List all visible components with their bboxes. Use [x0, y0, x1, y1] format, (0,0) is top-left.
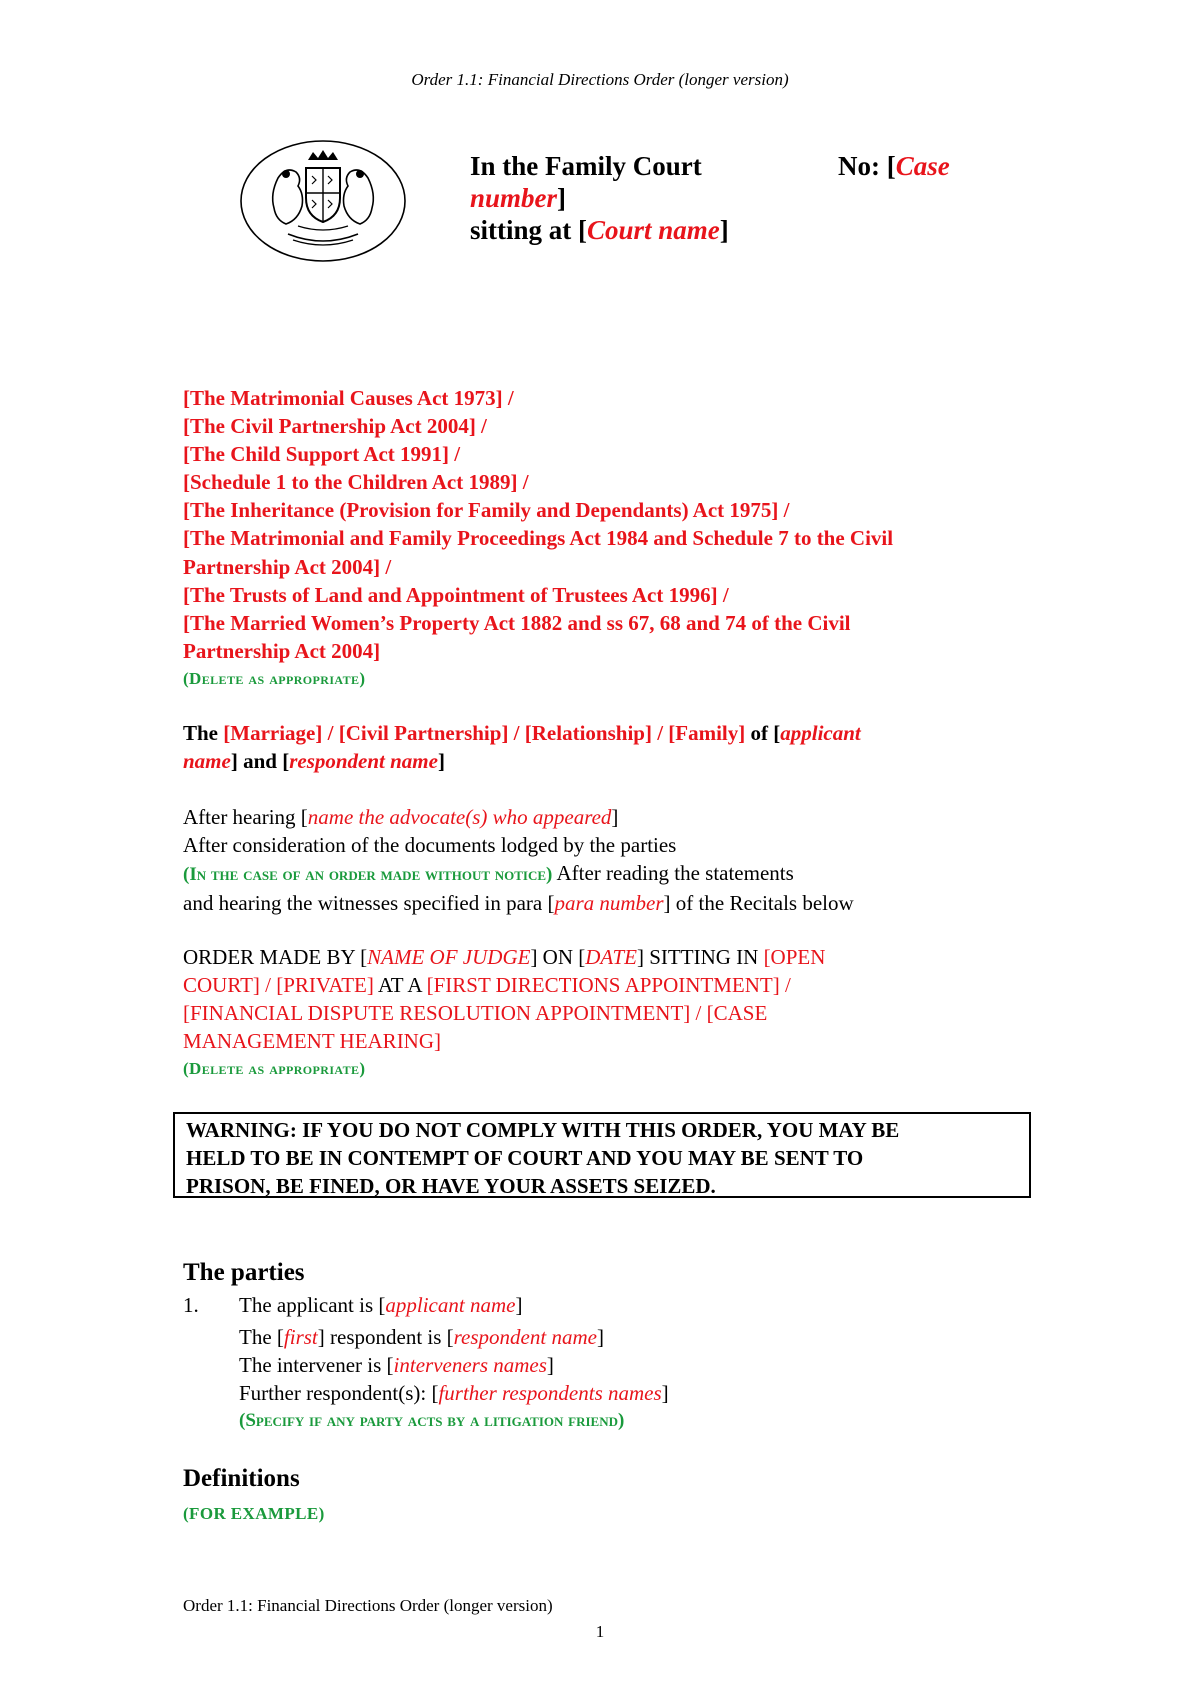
after-consideration: After consideration of the documents lodged by the parties: [183, 833, 677, 858]
list-number: 1.: [183, 1293, 199, 1317]
statute-line: [The Married Women’s Property Act 1882 and ss 67, 68 and 74 of the Civil: [183, 610, 851, 635]
order-made-clause: ORDER MADE BY [NAME OF JUDGE] ON [DATE] SITTING IN [OPEN COURT] / [PRIVATE] AT A [FIRST DIRECTIONS APPOINTMENT] / [FINANCIAL DISPUTE RESOLUTION APPOINTMENT] / [CASE MANAGEMENT HEARING] (Delete as appropriate): [183, 943, 1023, 1083]
page-number: 1: [595, 1622, 605, 1641]
relationship-options: [Marriage] / [Civil Partnership] / [Relationship] / [Family]: [223, 721, 746, 745]
case-number: No: [Case: [838, 151, 950, 181]
statute-line: [The Trusts of Land and Appointment of Trustees Act 1996] /: [183, 582, 729, 607]
delete-note: (Delete as appropriate): [183, 1059, 366, 1079]
warning-box: WARNING: IF YOU DO NOT COMPLY WITH THIS ORDER, YOU MAY BE HELD TO BE IN CONTEMPT OF COURT AND YOU MAY BE SENT TO PRISON, BE FINED, OR HAVE YOUR ASSETS SEIZED.: [173, 1112, 1031, 1198]
royal-coat-of-arms-icon: [238, 138, 408, 264]
statute-line: Partnership Act 2004] /: [183, 554, 392, 579]
respondent-name-placeholder: respondent name: [289, 749, 438, 774]
advocates-placeholder: name the advocate(s) who appeared: [307, 805, 612, 829]
litigation-friend-note: (Specify if any party acts by a litigation friend): [239, 1410, 625, 1432]
further-respondents-placeholder: further respondents names: [438, 1381, 662, 1406]
statute-line: [The Civil Partnership Act 2004] /: [183, 414, 487, 439]
definitions-heading: Definitions: [183, 1465, 300, 1492]
hearing-recitals: After hearing [name the advocate(s) who appeared] After consideration of the documents lodged by the parties (In the case of an order made without notice) After reading the statements and hearing the witnesses specified in para [para number] of the Recitals below: [183, 803, 1023, 917]
para-number-placeholder: para number: [554, 891, 664, 916]
interveners-placeholder: interveners names: [393, 1353, 547, 1378]
relationship-clause: The [Marriage] / [Civil Partnership] / [Relationship] / [Family] of [applicant name] and [respondent name]: [183, 721, 861, 774]
statute-line: [The Matrimonial Causes Act 1973] /: [183, 386, 514, 410]
applicant-name-placeholder: applicant name: [385, 1293, 516, 1317]
running-header: Order 1.1: Financial Directions Order (longer version): [411, 70, 789, 89]
delete-note: (Delete as appropriate): [183, 668, 366, 688]
definitions-note: (FOR EXAMPLE): [183, 1504, 325, 1523]
statute-line: [The Inheritance (Provision for Family and Dependants) Act 1975] /: [183, 498, 790, 523]
case-number-placeholder: number: [470, 183, 558, 213]
date-placeholder: DATE: [585, 945, 637, 969]
respondent-name-placeholder: respondent name: [453, 1325, 597, 1350]
statute-line: [The Matrimonial and Family Proceedings Act 1984 and Schedule 7 to the Civil: [183, 526, 894, 551]
statute-line: Partnership Act 2004]: [183, 638, 381, 663]
judge-name-placeholder: NAME OF JUDGE: [367, 945, 531, 969]
parties-heading: The parties: [183, 1259, 305, 1286]
parties-list: 1. The applicant is [applicant name] The [first] respondent is [respondent name] The intervener is [interveners names] Further respondent(s): [further respondents names] (Specify if any party acts by a litigation friend): [183, 1291, 1023, 1435]
applicant-name-placeholder: applicant: [780, 721, 861, 745]
footer-title: Order 1.1: Financial Directions Order (longer version): [183, 1596, 553, 1615]
without-notice-note: (In the case of an order made without notice): [183, 864, 553, 886]
court-name-placeholder: Court name: [587, 215, 720, 245]
court-heading: In the Family Court number] sitting at [Court name]: [470, 151, 729, 245]
court-title: In the Family Court: [470, 151, 702, 181]
statute-line: [The Child Support Act 1991] /: [183, 442, 461, 467]
statute-list: [183, 384, 1033, 693]
statute-line: [Schedule 1 to the Children Act 1989] /: [183, 470, 529, 495]
